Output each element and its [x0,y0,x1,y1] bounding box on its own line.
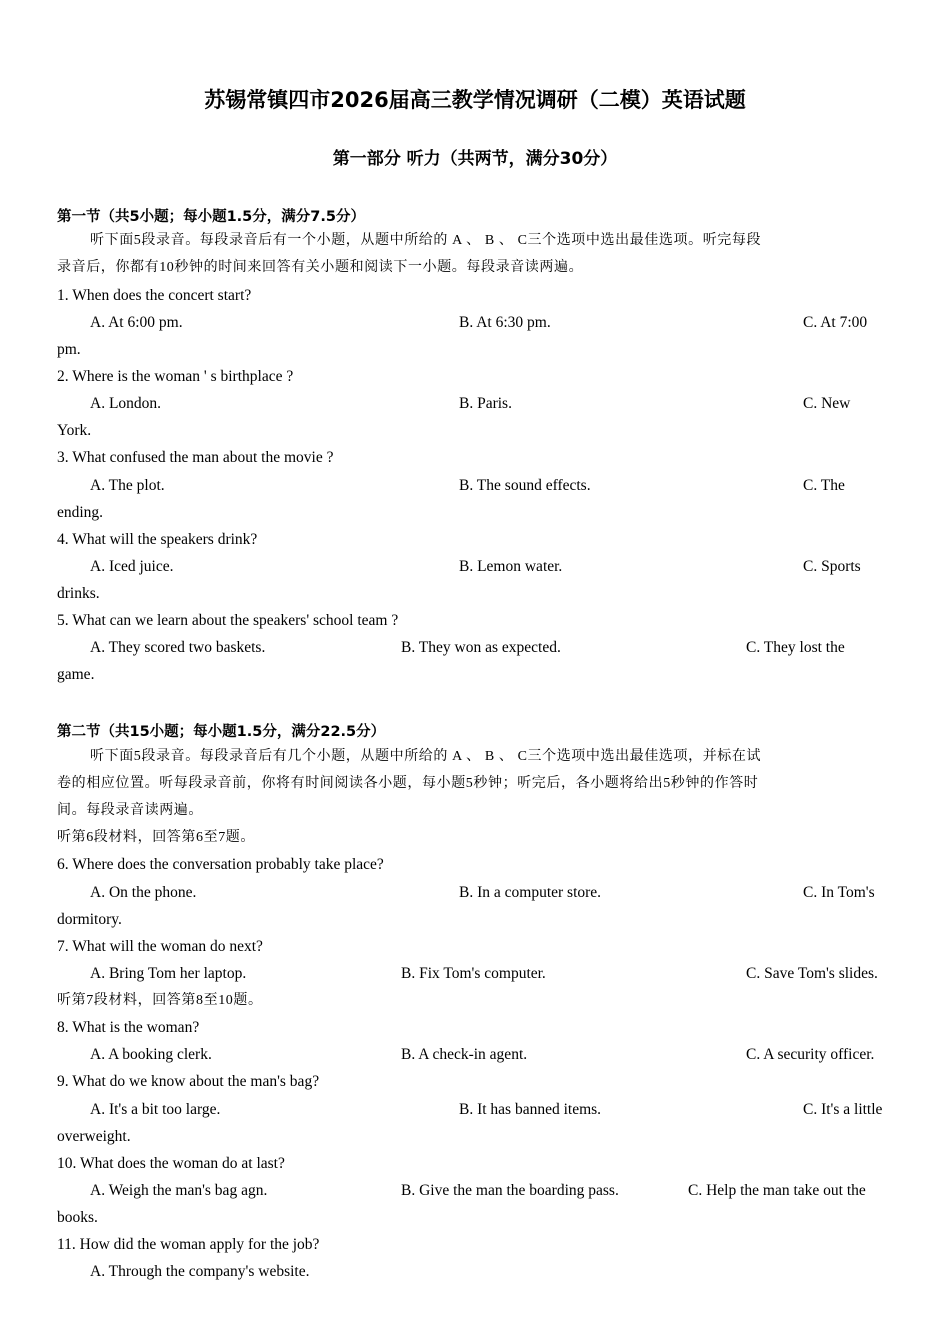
option-c-wrap: game. [57,666,95,683]
option-a: A. They scored two baskets. [90,639,266,656]
option-c: C. The [803,477,845,494]
option-b: B. Lemon water. [459,558,563,575]
question-stem: 1. When does the concert start? [57,287,252,304]
question-stem: 7. What will the woman do next? [57,938,263,955]
option-a: A. Iced juice. [90,558,174,575]
section2-instruction: 间。每段录音读两遍。 [57,803,203,818]
section2-instruction: 听下面5段录音。每段录音后有几个小题，从题中所给的 A 、 B 、 C三个选项中选出最佳选项，并标在试 [90,749,762,764]
question-stem: 2. Where is the woman ' s birthplace ? [57,368,294,385]
option-a: A. A booking clerk. [90,1046,212,1063]
option-a: A. The plot. [90,477,165,494]
option-c: C. Sports [803,558,861,575]
option-c: C. A security officer. [746,1046,875,1063]
option-c: C. Save Tom's slides. [746,965,878,982]
option-c: C. Help the man take out the [688,1182,866,1199]
question-stem: 5. What can we learn about the speakers' school team ? [57,612,399,629]
option-b: B. Paris. [459,395,512,412]
option-b: B. In a computer store. [459,884,602,901]
section1-heading: 第一节（共5小题；每小题1.5分，满分7.5分） [57,209,365,225]
material-heading: 听第6段材料，回答第6至7题。 [57,830,255,845]
option-c-wrap: drinks. [57,585,100,602]
option-c-wrap: books. [57,1209,98,1226]
option-c: C. At 7:00 [803,314,868,331]
section2-instruction: 卷的相应位置。听每段录音前，你将有时间阅读各小题，每小题5秒钟；听完后，各小题将给出5秒钟的作答时 [57,776,759,791]
question-stem: 6. Where does the conversation probably take place? [57,856,384,873]
question-stem: 11. How did the woman apply for the job? [57,1236,320,1253]
option-c-wrap: overweight. [57,1128,131,1145]
option-c: C. It's a little [803,1101,883,1118]
option-a: A. Weigh the man's bag agn. [90,1182,268,1199]
question-stem: 3. What confused the man about the movie ? [57,449,334,466]
question-stem: 4. What will the speakers drink? [57,531,258,548]
page-title: 苏锡常镇四市2026届高三教学情况调研（二模）英语试题 [204,88,746,112]
option-c: C. In Tom's [803,884,875,901]
option-a: A. Bring Tom her laptop. [90,965,247,982]
section2-heading: 第二节（共15小题；每小题1.5分，满分22.5分） [57,724,386,740]
option-c: C. New [803,395,851,412]
option-a: A. It's a bit too large. [90,1101,221,1118]
material-heading: 听第7段材料，回答第8至10题。 [57,993,263,1008]
section1-instruction: 听下面5段录音。每段录音后有一个小题，从题中所给的 A 、 B 、 C三个选项中选出最佳选项。听完每段 [90,233,762,248]
section1-instruction: 录音后，你都有10秒钟的时间来回答有关小题和阅读下一小题。每段录音读两遍。 [57,260,584,275]
question-stem: 10. What does the woman do at last? [57,1155,285,1172]
option-b: B. Fix Tom's computer. [401,965,546,982]
option-c-wrap: dormitory. [57,911,122,928]
part1-heading: 第一部分 听力（共两节，满分30分） [332,149,618,169]
option-a: A. On the phone. [90,884,197,901]
option-b: B. At 6:30 pm. [459,314,551,331]
option-b: B. The sound effects. [459,477,591,494]
option-b: B. They won as expected. [401,639,561,656]
option-b: B. Give the man the boarding pass. [401,1182,619,1199]
option-a: A. London. [90,395,162,412]
option-a: A. Through the company's website. [90,1263,310,1280]
option-c-wrap: ending. [57,504,104,521]
option-b: B. A check-in agent. [401,1046,528,1063]
option-c-wrap: pm. [57,341,81,358]
option-c: C. They lost the [746,639,845,656]
option-a: A. At 6:00 pm. [90,314,183,331]
question-stem: 9. What do we know about the man's bag? [57,1073,320,1090]
option-b: B. It has banned items. [459,1101,602,1118]
question-stem: 8. What is the woman? [57,1019,200,1036]
option-c-wrap: York. [57,422,92,439]
